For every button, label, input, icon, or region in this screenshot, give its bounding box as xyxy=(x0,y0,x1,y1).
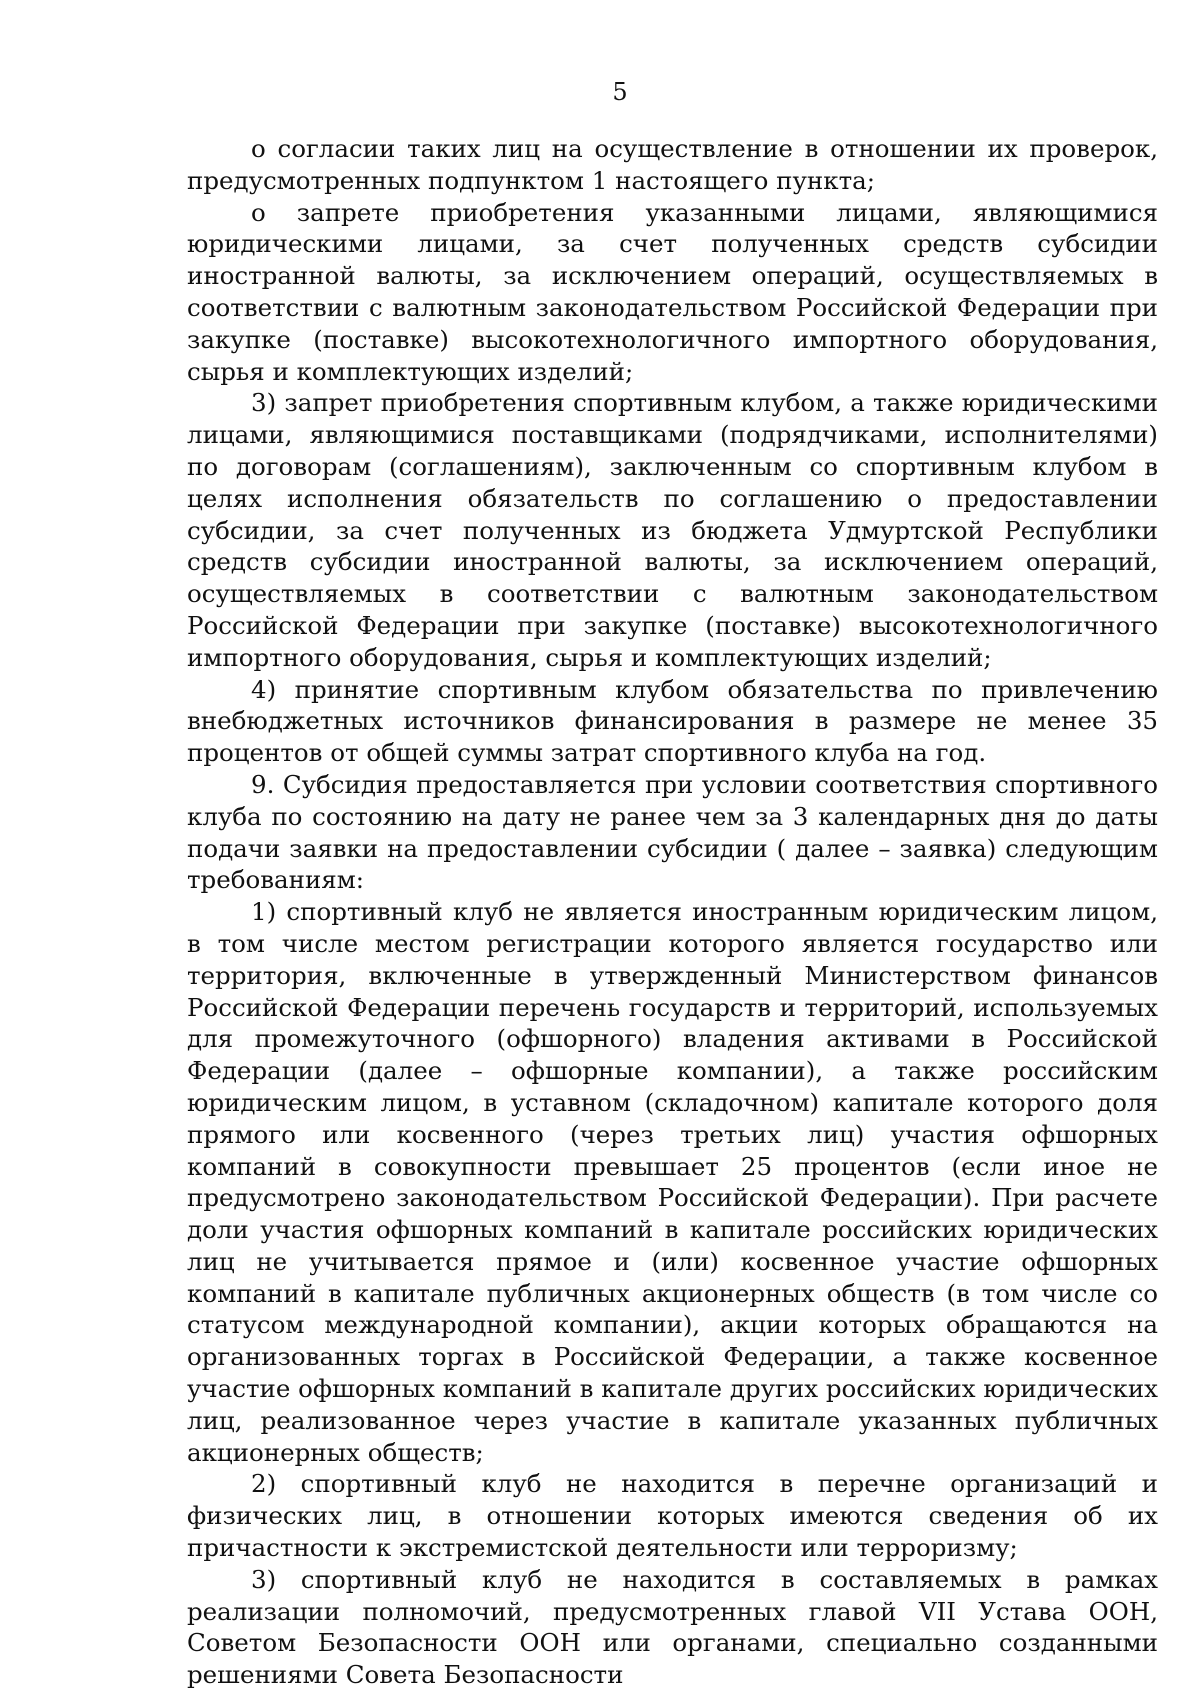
paragraph-clause-9-requirements: 9. Субсидия предоставляется при условии соответствия спортивного клуба по состоянию на дату не ранее чем за 3 календарных дня до даты подачи заявки на предоставлении субсидии ( далее – заявка) следующим требованиям: xyxy=(187,769,1158,895)
paragraph-currency-ban-legal-entities: о запрете приобретения указанными лицами, являющимися юридическими лицами, за счет полученных средств субсидии иностранной валюты, за исключением операций, осуществляемых в соответствии с валютным законодательством Российской Федерации при закупке (поставке) высокотехнологичного импортного оборудования, сырья и комплектующих изделий; xyxy=(187,197,1158,386)
paragraph-requirement-1-offshore: 1) спортивный клуб не является иностранным юридическим лицом, в том числе местом регистрации которого является государство или территория, включенные в утвержденный Министерством финансов Российской Федерации перечень государств и территорий, используемых для промежуточного (офшорного) владения активами в Российской Федерации (далее – офшорные компании), а также российским юридическим лицом, в уставном (складочном) капитале которого доля прямого или косвенного (через третьих лиц) участия офшорных компаний в совокупности превышает 25 процентов (если иное не предусмотрено законодательством Российской Федерации). При расчете доли участия офшорных компаний в капитале российских юридических лиц не учитывается прямое и (или) косвенное участие офшорных компаний в капитале публичных акционерных обществ (в том числе со статусом международной компании), акции которых обращаются на организованных торгах в Российской Федерации, а также косвенное участие офшорных компаний в капитале других российских юридических лиц, реализованное через участие в капитале указанных публичных акционерных обществ; xyxy=(187,897,1158,1467)
page-number: 5 xyxy=(612,78,628,106)
paragraph-item-3-currency-ban: 3) запрет приобретения спортивным клубом, а также юридическими лицами, являющимися поставщиками (подрядчиками, исполнителями) по договорам (соглашениям), заключенным со спортивным клубом в целях исполнения обязательств по соглашению о предоставлении субсидии, за счет полученных из бюджета Удмуртской Республики средств субсидии иностранной валюты, за исключением операций, осуществляемых в соответствии с валютным законодательством Российской Федерации при закупке (поставке) высокотехнологичного импортного оборудования, сырья и комплектующих изделий; xyxy=(187,388,1158,672)
paragraph-requirement-3-un-lists: 3) спортивный клуб не находится в составляемых в рамках реализации полномочий, предусмотренных главой VII Устава ООН, Советом Безопасности ООН или органами, специально созданными решениями Совета Безопасности xyxy=(187,1564,1158,1690)
paragraph-item-4-extrabudgetary-funding: 4) принятие спортивным клубом обязательства по привлечению внебюджетных источников финансирования в размере не менее 35 процентов от общей суммы затрат спортивного клуба на год. xyxy=(187,674,1158,768)
paragraph-consent-checks: о согласии таких лиц на осуществление в отношении их проверок, предусмотренных подпунктом 1 настоящего пункта; xyxy=(187,134,1158,195)
document-body xyxy=(187,133,1158,1691)
paragraph-requirement-2-extremism: 2) спортивный клуб не находится в перечне организаций и физических лиц, в отношении которых имеются сведения об их причастности к экстремистской деятельности или терроризму; xyxy=(187,1469,1158,1563)
